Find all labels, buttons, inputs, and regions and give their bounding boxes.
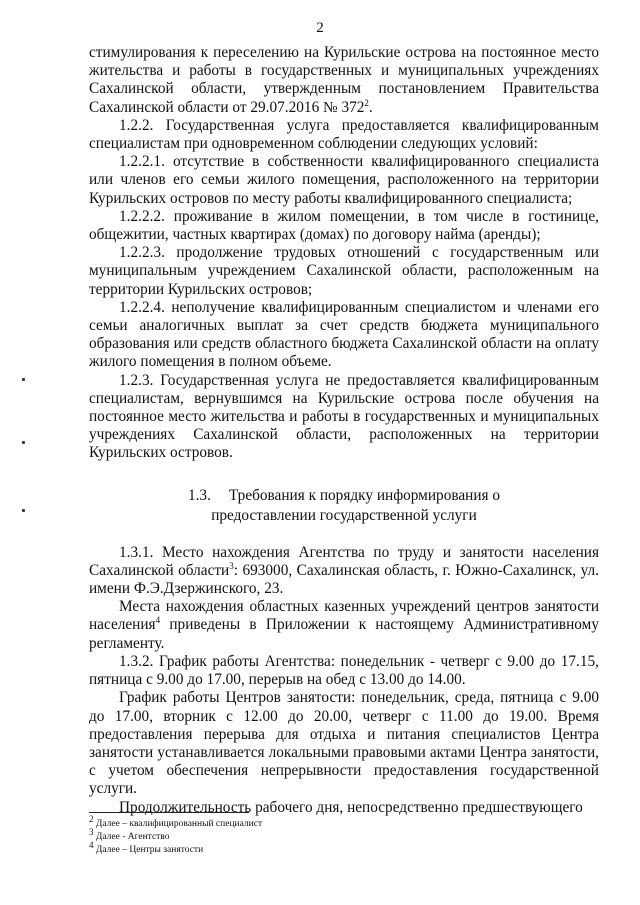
paragraph: 1.2.2.2. проживание в жилом помещении, в том числе в гостинице, общежитии, частных квартирах (домах) по договору найма (аренды); xyxy=(89,207,599,244)
page-number: 2 xyxy=(316,20,324,36)
footnote: $^4$ Далее – Центры занятости xyxy=(89,839,204,855)
section-heading xyxy=(89,486,599,526)
footnote: $^2$ Далее – квалифицированный специалист xyxy=(89,813,263,829)
margin-mark xyxy=(22,509,25,512)
body-text xyxy=(89,44,599,817)
margin-mark xyxy=(22,378,25,381)
paragraph: 1.3.1. Место нахождения Агентства по труду и занятости населения Сахалинской области$^3$: 693000, Сахалинская область, г. Южно-Сахалинск, ул. имени Ф.Э.Дзержинского, 23. xyxy=(89,543,599,598)
paragraph: 1.2.3. Государственная услуга не предоставляется квалифицированным специалистам, вернувшимся на Курильские острова после обучения на постоянное место жительства и работы в государственных и муниципальных учреждениях Сахалинской области, расположенных на территории Курильских островов. xyxy=(89,371,599,462)
paragraph: График работы Центров занятости: понедельник, среда, пятница с 9.00 до 17.00, вторник с 12.00 до 20.00, четверг с 11.00 до 19.00. Время предоставления перерыва для отдыха и питания специалистов Центра занятости устанавливается локальными правовыми актами Центра занятости, с учетом обеспечения непрерывности предоставления государственной услуги. xyxy=(89,689,599,798)
paragraph: Продолжительность рабочего дня, непосредственно предшествующего xyxy=(119,798,583,816)
paragraph: 1.2.2. Государственная услуга предоставляется квалифицированным специалистам при одновременном соблюдении следующих условий: xyxy=(89,116,599,153)
paragraph: 1.2.2.3. продолжение трудовых отношений с государственным или муниципальным учреждением Сахалинской области, расположенным на территории Курильских островов; xyxy=(89,244,599,298)
section-title-line2: предоставлении государственной услуги xyxy=(211,506,477,524)
margin-mark xyxy=(22,441,25,444)
paragraph: стимулирования к переселению на Курильские острова на постоянное место жительства и работы в государственных и муниципальных учреждениях Сахалинской области, утвержденным постановлением Правительства Сахалинской области от 29.07.2016 № $372^2$. xyxy=(89,44,599,116)
section-number: 1.3. xyxy=(187,486,211,504)
paragraph: Места нахождения областных казенных учреждений центров занятости населения$^4$ приведены в Приложении к настоящему Административному регламенту. xyxy=(89,598,599,652)
paragraph: 1.3.2. График работы Агентства: понедельник - четверг с 9.00 до 17.15, пятница с 9.00 до 17.00, перерыв на обед с 13.00 до 14.00. xyxy=(89,652,599,689)
footnote-separator xyxy=(89,812,249,813)
paragraph: 1.2.2.4. неполучение квалифицированным специалистом и членами его семьи аналогичных выплат за счет средств бюджета муниципального образования или средств областного бюджета Сахалинской области на оплату жилого помещения в полном объеме. xyxy=(89,298,599,371)
section-title-line1: Требования к порядку информирования о xyxy=(228,486,501,504)
footnote: $^3$ Далее - Агентство xyxy=(89,826,170,842)
footnotes xyxy=(89,813,599,857)
paragraph: 1.2.2.1. отсутствие в собственности квалифицированного специалиста или членов его семьи жилого помещения, расположенного на территории Курильских островов по месту работы квалифицированного специалиста; xyxy=(89,153,599,207)
